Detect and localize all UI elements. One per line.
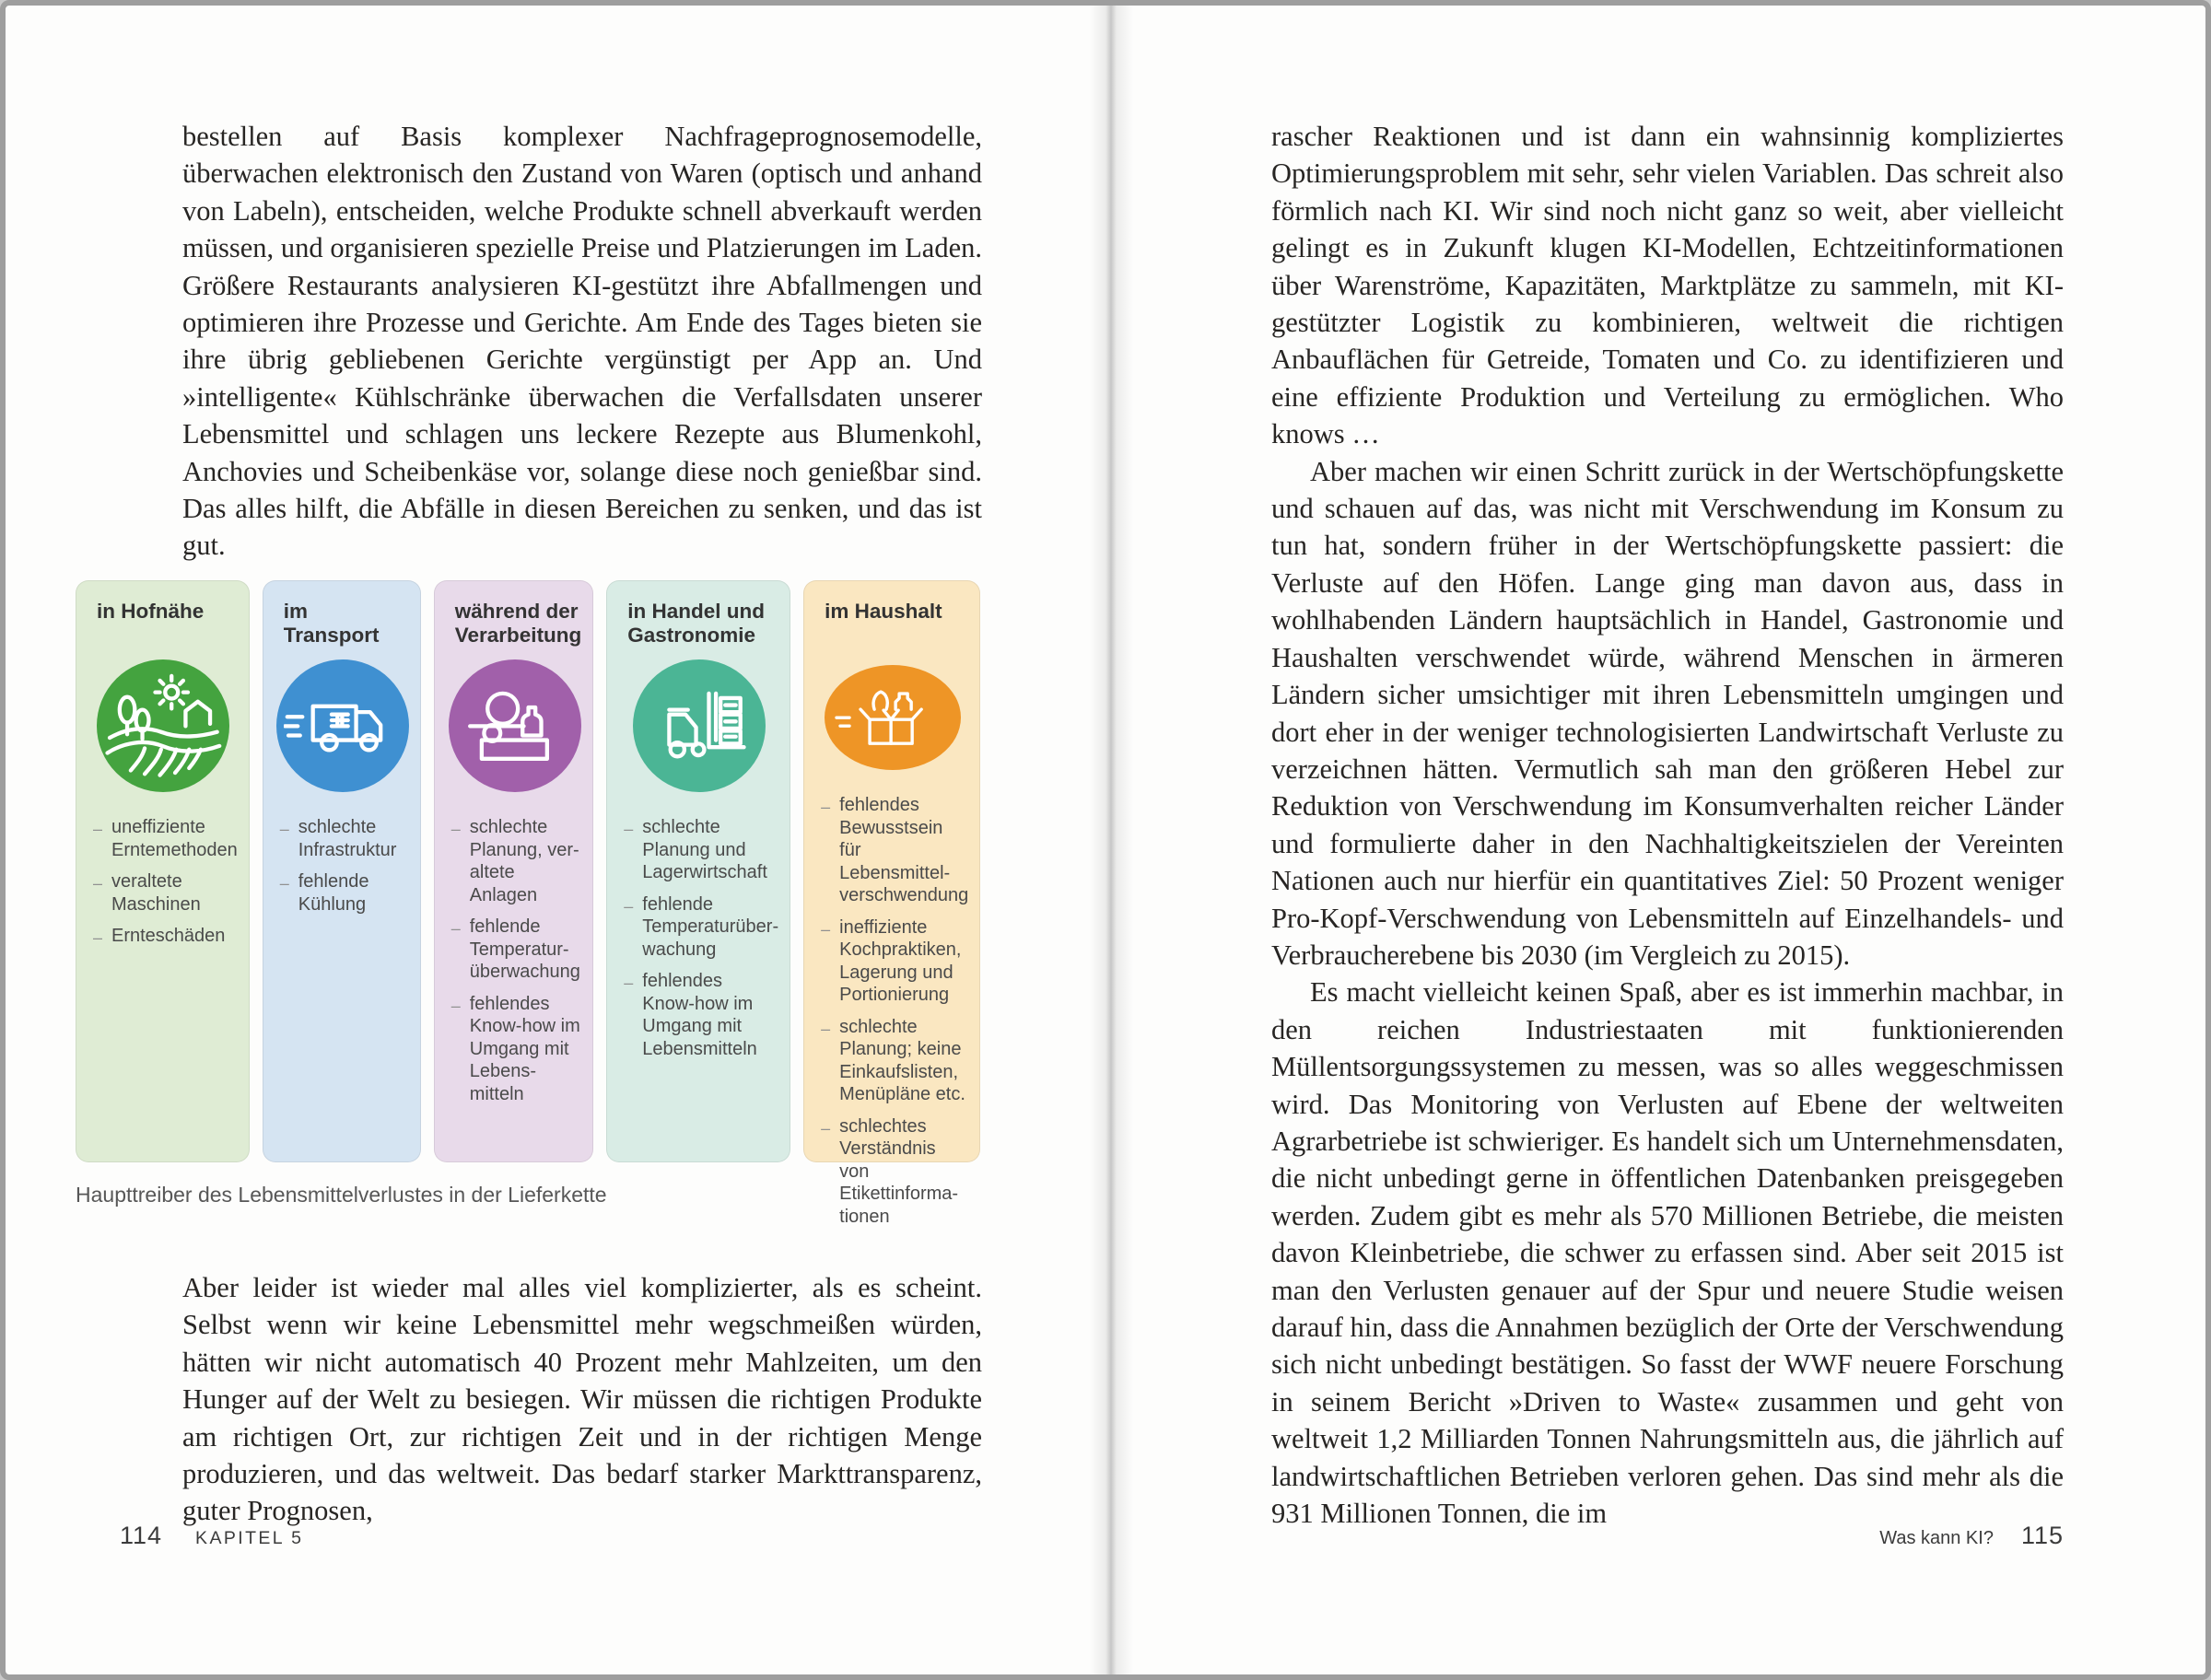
card-haushalt (803, 580, 980, 1227)
list-item: – schlechte Planung, veraltete Anlagen (470, 816, 582, 906)
card-title: in Hofnähe (97, 600, 205, 623)
card-title: im Transport (283, 600, 380, 647)
delivery-van-icon-svg (284, 668, 401, 785)
card-handel-gastronomie (606, 580, 790, 1162)
section-label: Was kann KI? (1879, 1528, 1994, 1548)
list-item: – fehlendes Know-how im Umgang mit Lebensmitteln (642, 970, 778, 1060)
list-item: – fehlende Kühlung (298, 870, 409, 916)
body-paragraph: bestellen auf Basis komplexer Nachfrageprognosemodelle, überwachen elektronisch den Zustand von Waren (optisch und anhand von Labeln), entscheiden, welche Produkte schnell abverkauft werden müssen, und organisieren spezielle Preise und Platzierungen im Laden. Größere Restaurants analysieren KI-gestützt ihre Abfallmengen und optimieren ihre Prozesse und Gerichte. Am Ende des Tages bieten sie ihre übrig gebliebenen Gerichte vergünstigt per App an. Und »intelligente« Kühlschränke überwachen die Verfallsdaten unserer Lebensmittel und schlagen uns leckere Rezepte aus Blumenkohl, Anchovies und Scheibenkäse vor, solange diese noch genießbar sind. Das alles hilft, die Abfälle in diesen Bereichen zu senken, und das ist gut. (182, 121, 982, 562)
list-item: – fehlendes Know-how im Umgang mit Lebensmitteln (470, 993, 582, 1106)
list-item: – schlechte Planung; keine Einkaufslisten, Menüpläne etc. (839, 1016, 968, 1106)
card-transport (263, 580, 421, 1162)
list-item: – fehlende Temperaturüberwachung (642, 893, 778, 962)
card-list (620, 816, 778, 1060)
page-number: 115 (2020, 1522, 2064, 1549)
card-title: in Handel und Gastronomie (627, 600, 766, 647)
left-page-paragraph-top (182, 118, 982, 565)
list-item: – ineffiziente Kochpraktiken, Lagerung und Portionierung (839, 916, 968, 1007)
list-item: – schlechte Planung und Lagerwirtschaft (642, 816, 778, 884)
list-item: – veraltete Maschinen (111, 870, 238, 916)
page-number: 114 (120, 1522, 163, 1549)
card-title: im Haushalt (825, 600, 942, 623)
processing-icon-svg (456, 668, 573, 785)
forklift-icon-svg (641, 668, 758, 785)
left-page-paragraph-bottom (182, 1269, 982, 1530)
body-paragraph: rascher Reaktionen und ist dann ein wahnsinnig kompliziertes Optimierungsproblem mit sehr, sehr vielen Variablen. Das schreit also förmlich nach KI. Wir sind noch nicht ganz so weit, aber vielleicht gelingt es in Zukunft klugen KI-Modellen, Echtzeitinformationen über Warenströme, Kapazitäten, Marktplätze zu sammeln, mit KI-gestützter Logistik zu kombinieren, weltweit die richtigen Anbauflächen für Getreide, Tomaten und Co. zu identifizieren und eine effiziente Produktion und Verteilung zu ermöglichen. Who knows … (1271, 121, 2064, 450)
body-paragraph: Aber leider ist wieder mal alles viel komplizierter, als es scheint. Selbst wenn wir keine Lebensmittel mehr wegschmeißen würden, hätten wir nicht automatisch 40 Prozent mehr Mahlzeiten, um den Hunger auf der Welt zu besiegen. Wir müssen die richtigen Produkte am richtigen Ort, zur richtigen Zeit und in der richtigen Menge produzieren, und das weltweit. Das bedarf starker Markttransparenz, guter Prognosen, (182, 1272, 982, 1527)
card-list (276, 816, 409, 916)
list-item: – fehlendes Bewusstsein für Lebensmittelverschwendung (839, 794, 968, 907)
processing-icon (449, 659, 581, 792)
list-item: – schlechte Infrastruktur (298, 816, 409, 861)
card-hofnaehe (76, 580, 250, 1162)
figure-caption: Haupttreiber des Lebensmittelverlustes in der Lieferkette (76, 1183, 607, 1207)
body-paragraph: Aber machen wir einen Schritt zurück in der Wertschöpfungskette und schauen auf das, was nicht mit Verschwendung im Konsum zu tun hat, sondern früher in der Wertschöpfungskette passiert: die Verluste auf den Höfen. Lange ging man davon aus, dass in wohlhabenden Ländern hauptsächlich in Handel, Gastronomie und Haushalten verschwendet würde, während Menschen in ärmeren Ländern sicher umsichtiger mit ihren Lebensmitteln umgingen und dort eher in der weniger technologisierten Landwirtschaft Verluste zu verzeichnen hätten. Vermutlich sah man den größeren Hebel zur Reduktion von Verschwendung im Konsumverhalten reicher Länder und formulierte daher in den Nachhaltigkeitszielen der Vereinten Nationen auch nur hierfür ein quantitatives Ziel: 50 Prozent weniger Pro-Kopf-Verschwendung von Lebensmitteln auf Einzelhandels- und Verbraucherebene bis 2030 (im Vergleich zu 2015). (1271, 455, 2064, 971)
forklift-icon (633, 659, 766, 792)
card-title: während der Verarbeitung (454, 600, 582, 647)
household-box-icon-svg (833, 671, 953, 764)
list-item: – schlechtes Verständnis von Etikettinformationen (839, 1115, 968, 1229)
book-gutter (1089, 6, 1133, 1674)
farm-icon-svg (105, 668, 222, 785)
right-footer (1271, 1522, 2064, 1550)
card-list (89, 816, 238, 948)
right-page-text (1271, 118, 2064, 1532)
list-item: – fehlende Temperaturüberwachung (470, 916, 582, 984)
list-item: – Ernteschäden (111, 925, 238, 948)
card-list (817, 794, 968, 1228)
chapter-label: KAPITEL 5 (195, 1528, 304, 1548)
list-item: – uneffiziente Erntemethoden (111, 816, 238, 861)
card-verarbeitung (434, 580, 594, 1162)
farm-icon (97, 659, 229, 792)
left-footer (120, 1522, 303, 1550)
household-box-icon (825, 665, 961, 770)
body-paragraph: Es macht vielleicht keinen Spaß, aber es ist immerhin machbar, in den reichen Industriestaaten mit funktionierenden Müllentsorgungssystemen zu messen, was so alles weggeschmissen wird. Das Monitoring von Verlusten auf Ebene der weltweiten Agrarbetriebe ist schwieriger. Es handelt sich um Unternehmensdaten, die nicht unbedingt gerne in öffentlichen Datenbanken preisgegeben werden. Zudem gibt es mehr als 570 Millionen Betriebe, die meisten davon Kleinbetriebe, die schwer zu erfassen sind. Aber seit 2015 ist man den Verlusten genauer auf der Spur und neuere Studie weisen darauf hin, dass die Annahmen bezüglich der Orte der Verschwendung sich nicht unbedingt bestätigen. So fasst der WWF neuere Forschung in seinem Bericht »Driven to Waste« zusammen und geht von weltweit 1,2 Milliarden Tonnen Nahrungsmitteln aus, die jährlich auf landwirtschaftlichen Betrieben verloren gehen. Das sind mehr als die 931 Millionen Tonnen, die im (1271, 976, 2064, 1530)
delivery-van-icon (276, 659, 409, 792)
card-list (448, 816, 582, 1105)
